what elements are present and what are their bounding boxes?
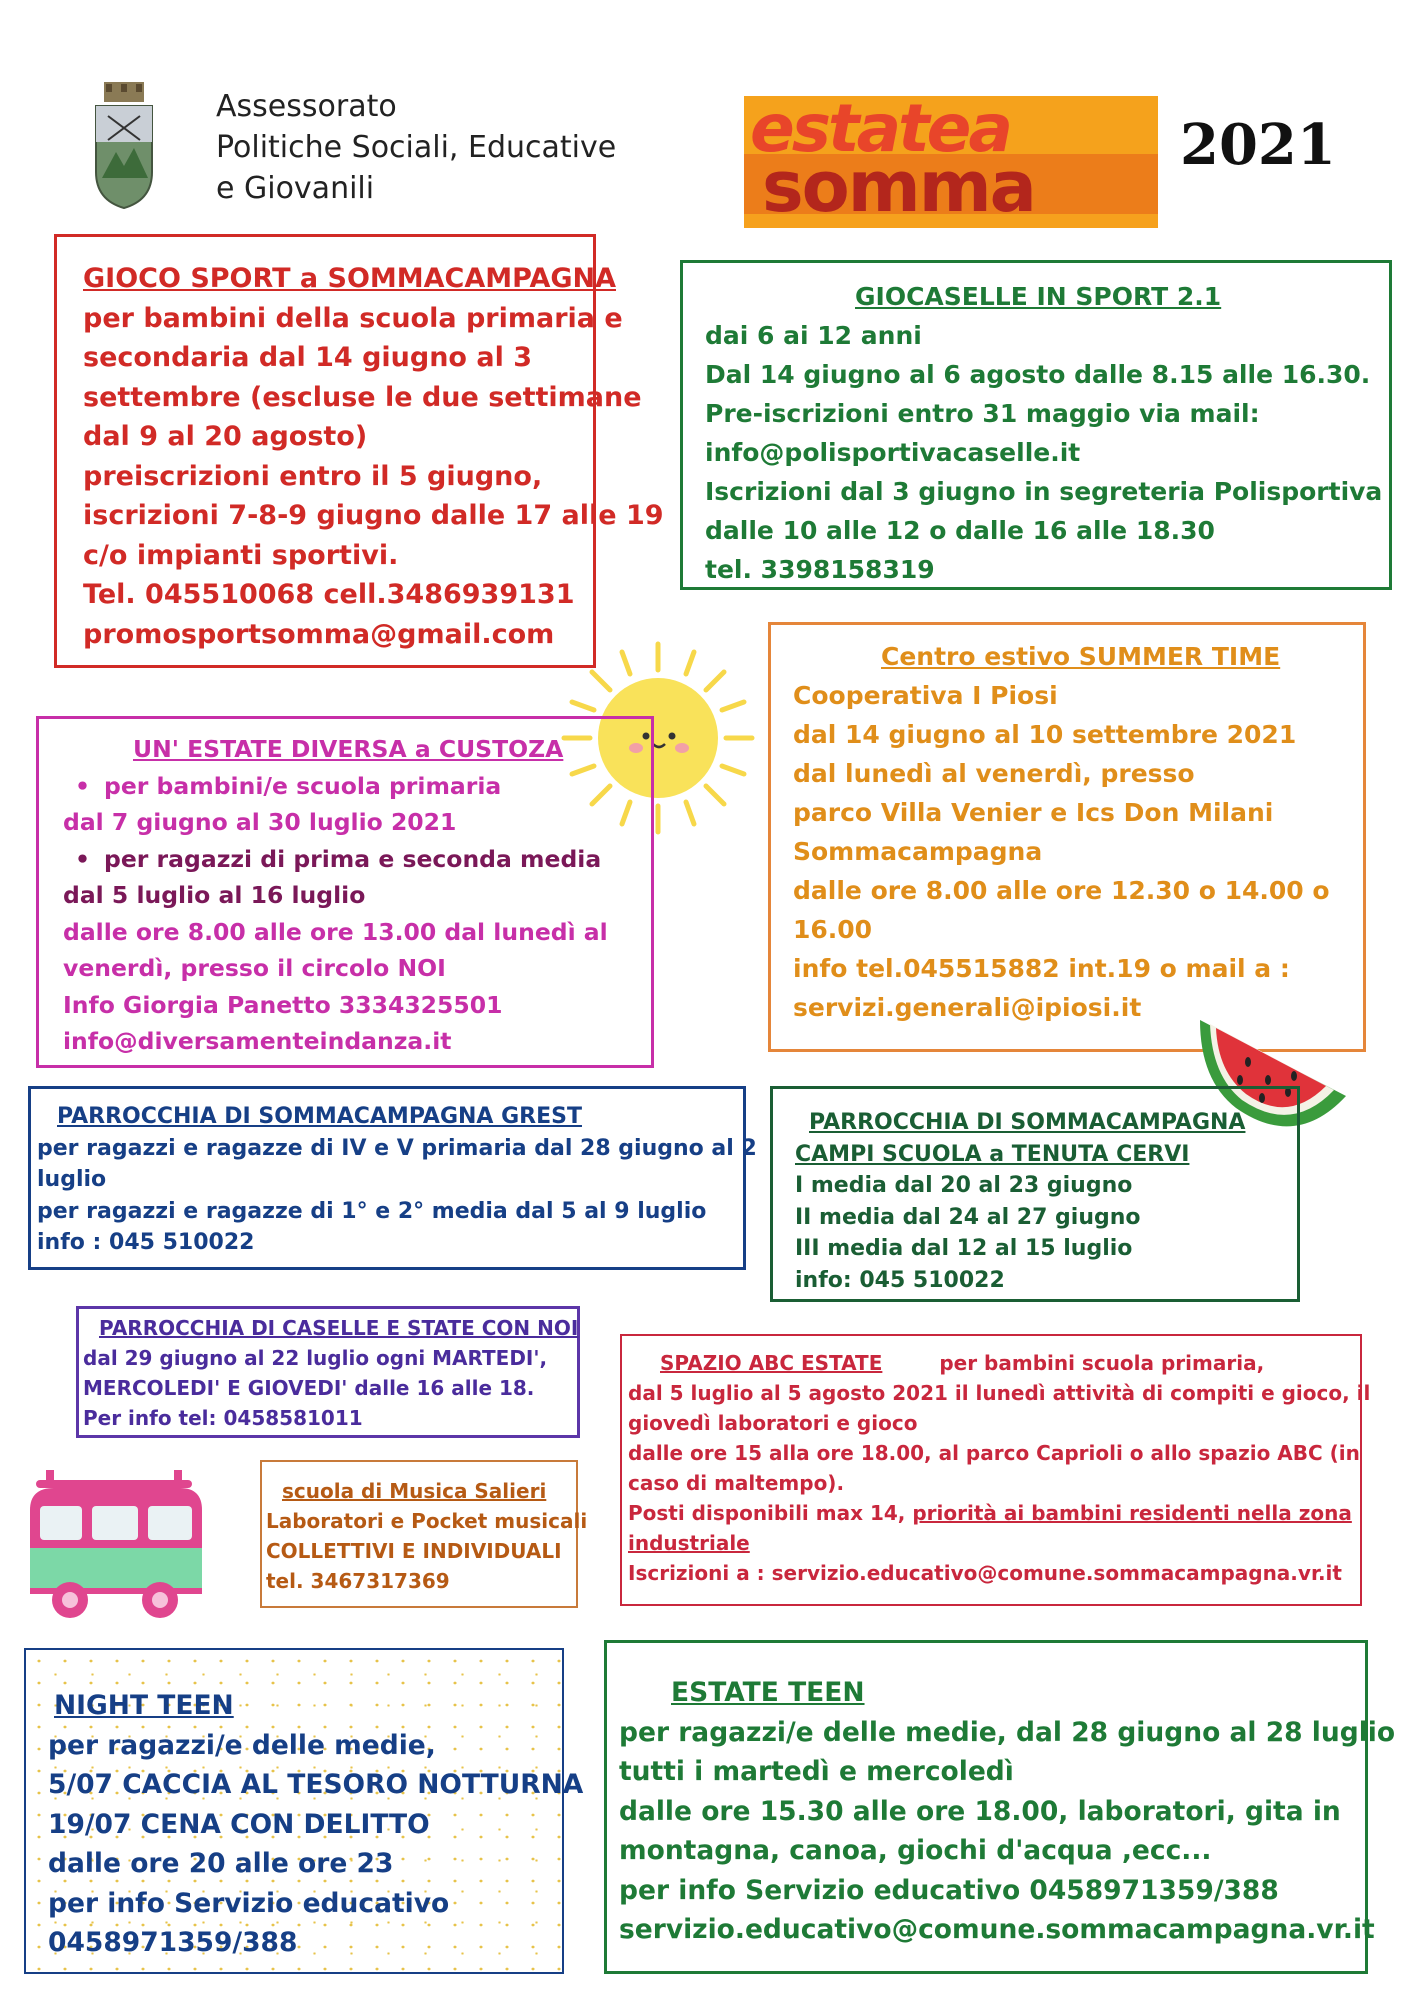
- giocaselle-line: info@polisportivacaselle.it: [705, 438, 1081, 467]
- custoza-line: venerdì, presso il circolo NOI: [63, 954, 446, 982]
- custoza-line: dalle ore 8.00 alle ore 13.00 dal lunedì al: [63, 917, 608, 946]
- giocaselle-box: [680, 260, 1392, 590]
- summer-time-box: [768, 622, 1366, 1052]
- assessorato-heading: [216, 86, 616, 209]
- gioco-sport-line: preiscrizioni entro il 5 giugno,: [83, 460, 543, 492]
- salieri-line: Laboratori e Pocket musicali: [266, 1509, 588, 1533]
- estate-teen-line: dalle ore 15.30 alle ore 18.00, laboratori, gita in: [619, 1795, 1341, 1827]
- gioco-sport-box: [54, 234, 664, 668]
- campi-scuola-title: PARROCCHIA DI SOMMACAMPAGNA: [809, 1110, 1246, 1135]
- spazio-abc-title-row: [628, 1348, 1360, 1378]
- grest-line: info : 045 510022: [37, 1230, 255, 1255]
- salieri-box: [260, 1460, 588, 1608]
- salieri-line: COLLETTIVI E INDIVIDUALI: [266, 1539, 562, 1563]
- gioco-sport-line: Tel. 045510068 cell.3486939131: [83, 579, 575, 610]
- summer-time-line: dal 14 giugno al 10 settembre 2021: [793, 720, 1297, 749]
- summer-time-line: dal lunedì al venerdì, presso: [793, 759, 1195, 788]
- spazio-abc-line: caso di maltempo).: [628, 1471, 845, 1495]
- campi-scuola-line: I media dal 20 al 23 giugno: [795, 1173, 1133, 1198]
- custoza-line: dal 7 giugno al 30 luglio 2021: [63, 808, 457, 836]
- custoza-line: dal 5 luglio al 16 luglio: [63, 881, 366, 909]
- spazio-abc-title-rest: per bambini scuola primaria,: [939, 1351, 1265, 1375]
- summer-time-title: Centro estivo SUMMER TIME: [881, 642, 1281, 671]
- caselle-title: PARROCCHIA DI CASELLE E STATE CON NOI: [99, 1316, 579, 1340]
- summer-time-line: info tel.045515882 int.19 o mail a :: [793, 954, 1290, 983]
- night-teen-line: per ragazzi/e delle medie,: [48, 1729, 436, 1761]
- assessorato-line: Assessorato: [216, 89, 397, 124]
- campi-scuola-subtitle: CAMPI SCUOLA a TENUTA CERVI: [795, 1141, 1190, 1167]
- spazio-abc-iscrizioni: Iscrizioni a : servizio.educativo@comune.sommacampagna.vr.it: [628, 1561, 1342, 1585]
- grest-box: [28, 1086, 757, 1270]
- campi-scuola-line: II media dal 24 al 27 giugno: [795, 1204, 1141, 1230]
- giocaselle-line: Iscrizioni dal 3 giugno in segreteria Polisportiva: [705, 477, 1383, 506]
- year-label: 2021: [1180, 112, 1336, 178]
- campi-scuola-line: III media dal 12 al 15 luglio: [795, 1236, 1133, 1261]
- campi-scuola-line: info: 045 510022: [795, 1267, 1005, 1293]
- summer-time-line: Sommacampagna: [793, 837, 1043, 866]
- giocaselle-line: Dal 14 giugno al 6 agosto dalle 8.15 alle 16.30.: [705, 360, 1371, 389]
- custoza-line: info@diversamenteindanza.it: [63, 1027, 452, 1055]
- summer-time-line: parco Villa Venier e Ics Don Milani: [793, 798, 1274, 827]
- assessorato-line: Politiche Sociali, Educative: [216, 130, 617, 165]
- gioco-sport-title: GIOCO SPORT a SOMMACAMPAGNA: [83, 263, 616, 294]
- grest-line: per ragazzi e ragazze di IV e V primaria dal 28 giugno al 2: [37, 1135, 757, 1161]
- gioco-sport-line: dal 9 al 20 agosto): [83, 421, 368, 452]
- giocaselle-line: tel. 3398158319: [705, 555, 935, 584]
- summer-time-line: servizi.generali@ipiosi.it: [793, 993, 1142, 1022]
- caselle-line: dal 29 giugno al 22 luglio ogni MARTEDI',: [83, 1346, 548, 1370]
- grest-line: per ragazzi e ragazze di 1° e 2° media dal 5 al 9 luglio: [37, 1198, 707, 1224]
- summer-time-line: Cooperativa I Piosi: [793, 681, 1058, 710]
- grest-title: PARROCCHIA DI SOMMACAMPAGNA GREST: [57, 1104, 582, 1129]
- spazio-abc-line: dal 5 luglio al 5 agosto 2021 il lunedì attività di compiti e gioco, il: [628, 1381, 1371, 1405]
- spazio-abc-priorita: priorità ai bambini residenti nella zona: [912, 1501, 1352, 1525]
- caselle-line: MERCOLEDI' E GIOVEDI' dalle 16 alle 18.: [83, 1376, 535, 1400]
- spazio-abc-box: [620, 1334, 1371, 1606]
- custoza-bullet: • per ragazzi di prima e seconda media: [63, 841, 651, 878]
- spazio-abc-posti-row: [628, 1498, 1360, 1528]
- estate-teen-title: ESTATE TEEN: [671, 1677, 865, 1708]
- gioco-sport-line: per bambini della scuola primaria e: [83, 302, 623, 334]
- estate-teen-box: [604, 1640, 1396, 1974]
- gioco-sport-line: secondaria dal 14 giugno al 3: [83, 342, 533, 373]
- summer-time-line: 16.00: [793, 915, 873, 944]
- spazio-abc-industriale: industriale: [628, 1531, 750, 1555]
- giocaselle-line: Pre-iscrizioni entro 31 maggio via mail:: [705, 399, 1260, 428]
- logo-word-somma: somma: [762, 146, 1035, 228]
- custoza-title: UN' ESTATE DIVERSA a CUSTOZA: [133, 735, 564, 763]
- spazio-abc-line: giovedì laboratori e gioco: [628, 1411, 918, 1435]
- giocaselle-line: dalle 10 alle 12 o dalle 16 alle 18.30: [705, 516, 1215, 545]
- giocaselle-title: GIOCASELLE IN SPORT 2.1: [855, 282, 1222, 311]
- spazio-abc-posti: Posti disponibili max 14,: [628, 1501, 913, 1525]
- night-teen-box: [24, 1648, 584, 1974]
- night-teen-line: dalle ore 20 alle ore 23: [48, 1848, 394, 1879]
- estate-teen-line: tutti i martedì e mercoledì: [619, 1756, 1014, 1787]
- estate-teen-line: servizio.educativo@comune.sommacampagna.vr.it: [619, 1914, 1375, 1945]
- spazio-abc-line: dalle ore 15 alla ore 18.00, al parco Caprioli o allo spazio ABC (in: [628, 1441, 1360, 1465]
- gioco-sport-line: settembre (escluse le due settimane: [83, 381, 642, 413]
- estate-teen-line: per info Servizio educativo 0458971359/388: [619, 1874, 1279, 1906]
- coat-of-arms-icon: [94, 82, 154, 212]
- summer-time-line: dalle ore 8.00 alle ore 12.30 o 14.00 o: [793, 876, 1330, 905]
- estate-teen-line: montagna, canoa, giochi d'acqua ,ecc...: [619, 1835, 1212, 1866]
- custoza-bullet: • per bambini/e scuola primaria: [63, 768, 651, 805]
- caselle-box: [76, 1306, 580, 1438]
- van-icon: [24, 1470, 210, 1622]
- night-teen-line: 0458971359/388: [48, 1927, 298, 1958]
- night-teen-line: 5/07 CACCIA AL TESORO NOTTURNA: [48, 1769, 584, 1800]
- custoza-line: Info Giorgia Panetto 3334325501: [63, 990, 503, 1019]
- salieri-title: scuola di Musica Salieri: [282, 1479, 547, 1503]
- gioco-sport-line: iscrizioni 7-8-9 giugno dalle 17 alle 19: [83, 500, 664, 531]
- spazio-abc-title: SPAZIO ABC ESTATE: [660, 1351, 883, 1375]
- night-teen-line: per info Servizio educativo: [48, 1887, 450, 1919]
- giocaselle-line: dai 6 ai 12 anni: [705, 321, 922, 350]
- estate-a-somma-logo: [744, 96, 1158, 228]
- gioco-sport-line: c/o impianti sportivi.: [83, 539, 399, 571]
- grest-line: luglio: [37, 1167, 107, 1192]
- campi-scuola-box: [770, 1086, 1300, 1302]
- estate-teen-line: per ragazzi/e delle medie, dal 28 giugno al 28 luglio: [619, 1716, 1396, 1748]
- salieri-line: tel. 3467317369: [266, 1569, 450, 1593]
- night-teen-line: 19/07 CENA CON DELITTO: [48, 1808, 430, 1840]
- assessorato-line: e Giovanili: [216, 171, 375, 206]
- gioco-sport-line: promosportsomma@gmail.com: [83, 618, 555, 650]
- custoza-box: [36, 716, 654, 1068]
- night-teen-title: NIGHT TEEN: [54, 1690, 234, 1721]
- logo-word-estatea: estatea: [750, 96, 1010, 167]
- caselle-line: Per info tel: 0458581011: [83, 1406, 363, 1430]
